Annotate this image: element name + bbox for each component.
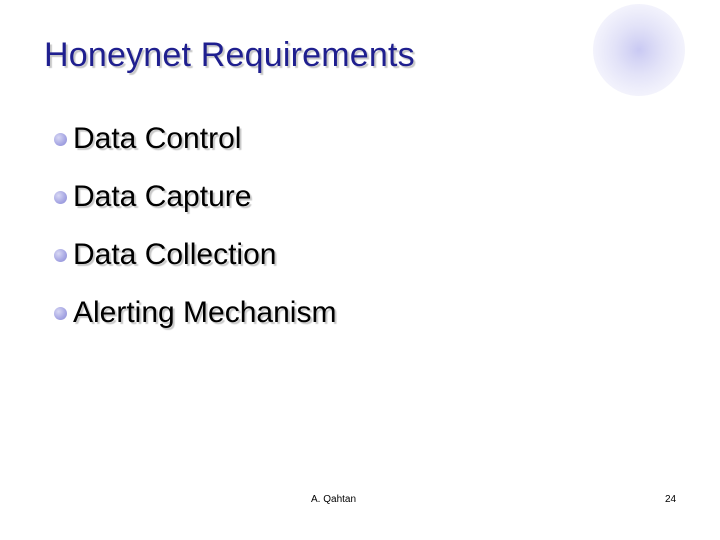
bullet-item: [54, 110, 336, 168]
slide-title: Honeynet Requirements: [44, 36, 415, 74]
bullet-label: Data Control: [73, 122, 242, 155]
circle-bullet-icon: [54, 191, 67, 204]
bullet-label: Data Capture: [73, 180, 252, 213]
bullet-label: Data Collection: [73, 238, 277, 271]
footer-author: A. Qahtan: [311, 494, 357, 505]
bullet-label: Alerting Mechanism: [73, 296, 337, 329]
circle-bullet-icon: [54, 307, 67, 320]
bullet-item: [54, 168, 336, 226]
slide-number: 24: [665, 494, 677, 505]
bullet-item: [54, 226, 336, 284]
decorative-orb-icon: [593, 4, 685, 96]
circle-bullet-icon: [54, 133, 67, 146]
bullet-item: [54, 284, 336, 342]
circle-bullet-icon: [54, 249, 67, 262]
bullet-list: [54, 110, 336, 342]
